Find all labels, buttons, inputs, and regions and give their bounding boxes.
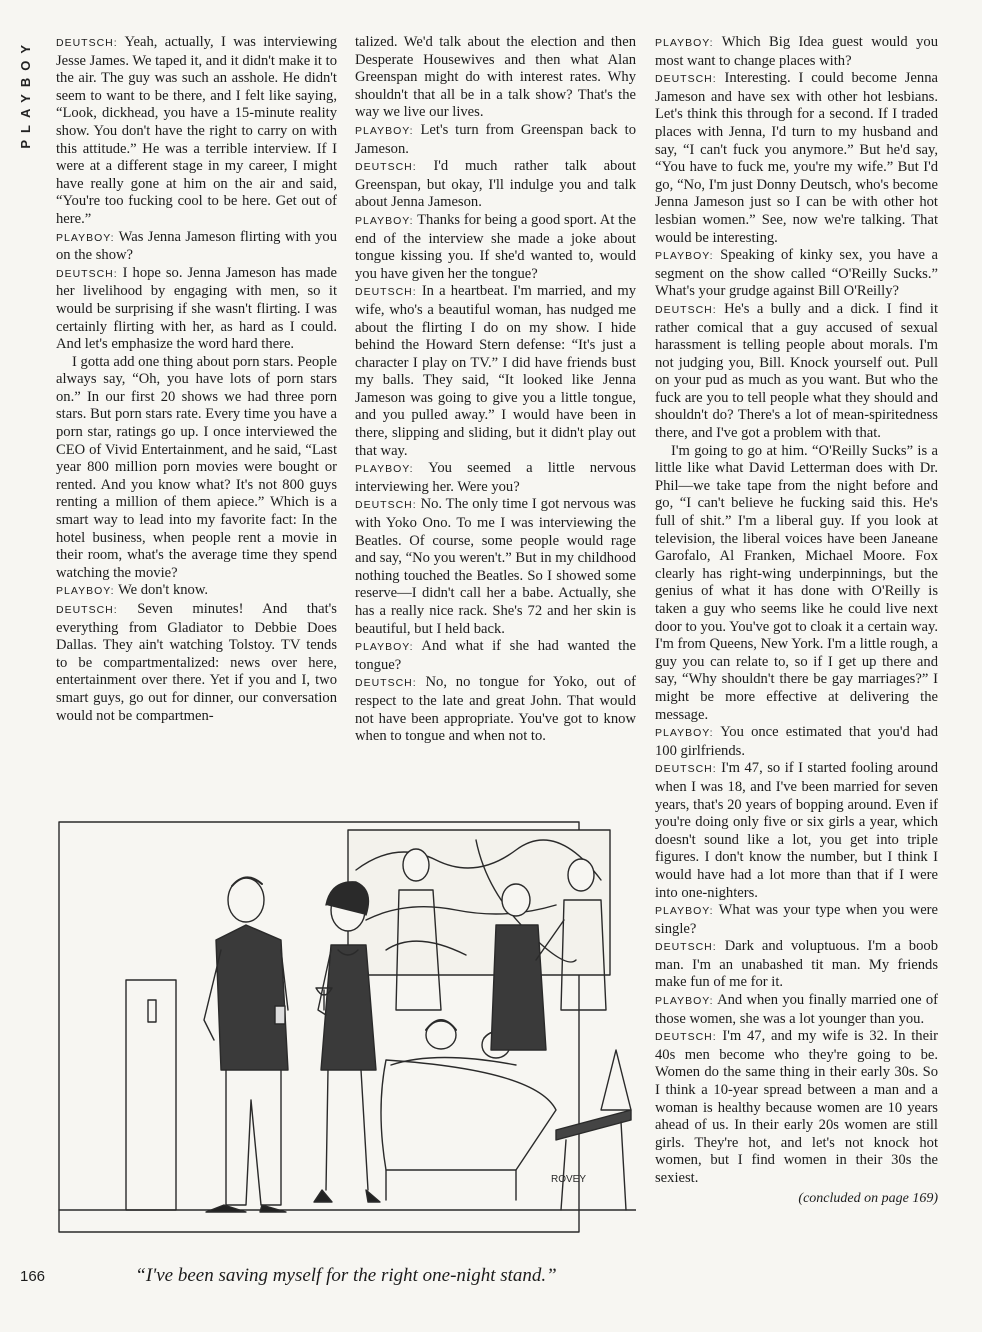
article-column-3	[655, 34, 938, 1296]
paragraph-text: In a heartbeat. I'm married, and my wife, who's a beautiful woman, has nudged me about the flirting I do on my show. I hide behind the Howard Stern defense: “It's just a character I play on TV.” I did have friends bust my balls. They said, “It looked like Jenna Jameson was going to give you a little tongue, and you pulled away.” I would have been in there, slipping and sliding, but it didn't play out that way.	[355, 283, 636, 459]
speaker-label: PLAYBOY:	[655, 905, 714, 918]
paragraph	[655, 34, 938, 70]
paragraph-text: I'm going to go at him. “O'Reilly Sucks” is a little like what David Letterman does with Dr. Phil—we take tape from the night before and go, “I can't believe he fucking said this. He's full of shit.” I'm a liberal guy. If you look at television, the liberal voices have been Janeane Garofalo, Al Franken, Michael Moore. Fox clearly has right-wing underpinnings, but the genius of what it has done with O'Reilly is taken a guy who seems like he could live next door to you. You've got to cloak it a certain way. I'm from Queens, New York. I'm a little rough, a guy you can relate to, so if I get up there and say, “Why shouldn't there be gay marriages?” I might be more effective at delivering the message.	[655, 442, 938, 723]
paragraph	[655, 902, 938, 938]
paragraph-text: He's a bully and a dick. I find it rather comical that a guy accused of sexual harassment is telling people about morals. I'm not judging you, Bill. Knock yourself out. Pull on your pud as much as you want. But who the fuck are you to tell people what they should and shouldn't do? There's a lot of mean-spiritedness there, and I've got a problem with that.	[655, 300, 938, 442]
paragraph-text: I'm 47, so if I started fooling around when I was 18, and I've been married for seven years, that's 20 years of bopping around. Even if you're doing only five or six girls a year, which doesn't sound like a lot, you get into triple figures. I don't know the number, but I think I would have had a lot more than that if I were into one-nighters.	[655, 760, 938, 901]
paragraph	[56, 601, 337, 725]
paragraph	[655, 70, 938, 247]
paragraph	[355, 638, 636, 674]
speaker-label: DEUTSCH:	[655, 303, 717, 316]
paragraph-text: Dark and voluptuous. I'm a boob man. I'm an unabashed tit man. My friends make fun of me for it.	[655, 938, 938, 991]
speaker-label: DEUTSCH:	[56, 267, 118, 280]
paragraph	[355, 212, 636, 283]
paragraph-text: Let's turn from Greenspan back to Jameson.	[355, 121, 636, 157]
paragraph-text: I hope so. Jenna Jameson has made her livelihood by engaging with men, so it would be surprising if she wasn't flirting. I was certainly flirting with her, as hard as I could. And let's emphasize the word hard there.	[56, 264, 337, 353]
paragraph-text: Thanks for being a good sport. At the end of the interview she made a joke about tongue kissing you. If she'd wanted to, would you have given her the tongue?	[355, 211, 637, 282]
paragraph	[655, 301, 938, 443]
paragraph-text: I gotta add one thing about porn stars. People always say, “Oh, you have lots of porn stars on.” In our first 20 shows we had three porn stars. But porn stars rate. Every time you have a porn star, ratings go up. I once interviewed the CEO of Vivid Entertainment, and he said, “Last year 800 million porn movies were bought or rented. And you know what? It's not 800 guys renting a million of them apiece.” Which is a smart way to lead into my favorite fact: In the hotel business, when people rent a movie in their room, what's the average time they spend watching the movie?	[56, 353, 337, 581]
paragraph-text: Yeah, actually, I was interviewing Jesse James. We taped it, and it didn't make it to the air. The guy was such an asshole. He didn't seem to want to be there, and I felt like saying, “Look, dickhead, you have a 15-minute reality show. You don't have the right to carry on with this attitude.” He was a terrible interview. If I were at a different stage in my career, I might have really gone at him on the air and said, “You're too fucking cool to be here. Get out of here.”	[56, 34, 337, 227]
paragraph	[655, 247, 938, 301]
speaker-label: DEUTSCH:	[355, 161, 417, 174]
paragraph-text: Which Big Idea guest would you most want to change places with?	[655, 34, 938, 69]
speaker-label: PLAYBOY:	[355, 124, 414, 137]
cartoonist-signature: ROVEY	[551, 1174, 587, 1185]
cartoon-caption: “I've been saving myself for the right one-night stand.”	[135, 1265, 557, 1286]
paragraph-text: Was Jenna Jameson flirting with you on the show?	[56, 228, 337, 264]
speaker-label: DEUTSCH:	[355, 677, 417, 690]
speaker-label: PLAYBOY:	[56, 585, 115, 598]
paragraph-text: No. The only time I got nervous was with Yoko Ono. To me I was interviewing the Beatles. Of course, some people would rage and say, “No you weren't.” But in my childhood nothing touched the Beatles. So I showed some reserve—I didn't call her a babe. Actually, she has a really nice rack. She's 72 and her skin is beautiful, but I held back.	[355, 496, 636, 637]
paragraph-text: I'm 47, and my wife is 32. In their 40s men become who they're going to be. Women do the same thing in their early 30s. So I think a 10-year spread between a man and a woman is healthy because women are 10 years ahead of us. In their early 20s women are still girls. They're hot, and let's not knock hot women, but I find women in their 30s the sexiest.	[655, 1028, 938, 1186]
article-column-2	[355, 34, 636, 774]
paragraph	[355, 283, 636, 460]
paragraph	[56, 229, 337, 265]
speaker-label: PLAYBOY:	[655, 250, 714, 263]
paragraph	[355, 496, 636, 638]
article-column-1	[56, 34, 337, 774]
paragraph	[655, 760, 938, 902]
paragraph	[355, 460, 636, 496]
speaker-label: DEUTSCH:	[655, 941, 717, 954]
speaker-label: PLAYBOY:	[56, 231, 115, 244]
speaker-label: PLAYBOY:	[355, 463, 414, 476]
paragraph-text: You seemed a little nervous interviewing her. Were you?	[355, 460, 637, 495]
paragraph	[355, 158, 636, 212]
paragraph	[56, 354, 337, 583]
paragraph-text: No, no tongue for Yoko, out of respect to the late and great John. That would not have been appropriate. You've got to know when to tongue and when not to.	[355, 674, 636, 745]
paragraph	[56, 34, 337, 229]
speaker-label: PLAYBOY:	[355, 214, 414, 227]
cartoon-illustration	[56, 810, 636, 1265]
speaker-label: PLAYBOY:	[655, 727, 714, 740]
paragraph-text: What was your type when you were single?	[655, 902, 939, 937]
magazine-name: PLAYBOY	[18, 38, 33, 149]
speaker-label: DEUTSCH:	[56, 37, 118, 49]
paragraph	[655, 938, 938, 992]
paragraph-text: And when you finally married one of those women, she was a lot younger than you.	[655, 992, 938, 1027]
speaker-label: PLAYBOY:	[655, 37, 714, 49]
paragraph	[655, 992, 938, 1028]
page-number: 166	[20, 1268, 46, 1285]
paragraph	[355, 674, 636, 745]
speaker-label: DEUTSCH:	[655, 1031, 717, 1044]
speaker-label: PLAYBOY:	[355, 641, 414, 654]
continuation-note: (concluded on page 169)	[798, 1190, 938, 1206]
paragraph-text: And what if she had wanted the tongue?	[355, 638, 636, 673]
paragraph-text: I'd much rather talk about Greenspan, but okay, I'll indulge you and talk about Jenna Jameson.	[355, 158, 636, 211]
speaker-label: DEUTSCH:	[355, 499, 417, 512]
speaker-label: DEUTSCH:	[655, 73, 717, 86]
paragraph-text: Seven minutes! And that's everything from Gladiator to Debbie Does Dallas. They ain't watching Tolstoy. TV tends to be compartmentalized: news over here, entertainment over there. Yet if you and I, two smart guys, go out for dinner, our conversation would not be compartmen-	[56, 601, 337, 724]
paragraph-text: talized. We'd talk about the election and then Desperate Housewives and then what Alan Greenspan might do with interest rates. Why shouldn't that all be in a talk show? That's the way we live our lives.	[355, 34, 636, 121]
speaker-label: DEUTSCH:	[655, 763, 717, 776]
paragraph-text: You once estimated that you'd had 100 girlfriends.	[655, 724, 938, 759]
paragraph-text: Speaking of kinky sex, you have a segment on the show called “O'Reilly Sucks.” What's your grudge against Bill O'Reilly?	[655, 247, 938, 300]
paragraph	[355, 34, 636, 122]
paragraph-text: Interesting. I could become Jenna Jameson and have sex with other hot lesbians. Let's think this through for a second. If I traded places with Jenna, I'd turn to my husband and say, “I can't fuck you anymore.” But he'd say, “You have to fuck me, you're my wife.” But I'd go, “No, I'm just Donny Deutsch, who's become Jenna Jameson just so I can be with other hot lesbian women.” See, now we're talking. That would be interesting.	[655, 70, 938, 246]
paragraph	[355, 122, 636, 158]
paragraph	[655, 1028, 938, 1187]
speaker-label: DEUTSCH:	[56, 604, 118, 616]
speaker-label: PLAYBOY:	[655, 995, 714, 1008]
paragraph	[56, 582, 337, 601]
paragraph-text: We don't know.	[117, 582, 209, 599]
paragraph	[655, 443, 938, 725]
paragraph	[56, 265, 337, 354]
paragraph	[655, 724, 938, 760]
speaker-label: DEUTSCH:	[355, 286, 417, 299]
